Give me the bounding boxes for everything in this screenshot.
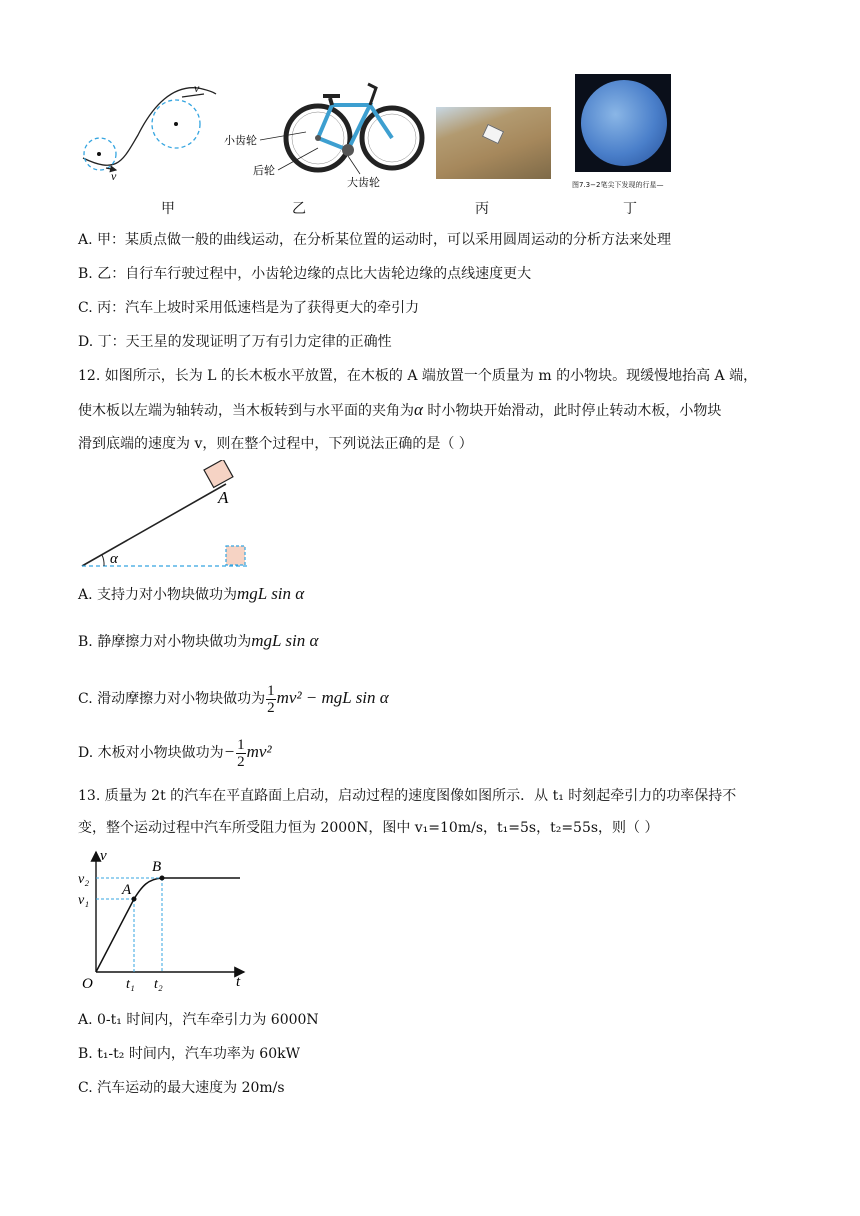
- q12-option-b: B. 静摩擦力对小物块做功为mgL sin α: [78, 631, 319, 650]
- graph-t2-label: t₂: [154, 977, 163, 992]
- caption-ding: 丁: [623, 201, 637, 217]
- q13-stem-line2: 变，整个运动过程中汽车所受阻力恒为 2000N，图中 v₁=10m/s，t₁=5s，t₂=55s，则（ ）: [78, 820, 659, 836]
- figure-jia: [78, 80, 218, 190]
- graph-point-b-label: B: [152, 859, 162, 875]
- ding-caption: 图7.3−2笔尖下发现的行星—: [572, 181, 664, 189]
- graph-point-a-label: A: [122, 882, 132, 898]
- label-rear-wheel: 后轮: [253, 165, 275, 177]
- q11-option-b: B. 乙：自行车行驶过程中，小齿轮边缘的点比大齿轮边缘的点线速度更大: [78, 266, 532, 282]
- q11-option-d: D. 丁：天王星的发现证明了万有引力定律的正确性: [78, 334, 392, 350]
- q12-alpha: α: [414, 400, 423, 419]
- q13-option-a: A. 0-t₁ 时间内，汽车牵引力为 6000N: [78, 1012, 319, 1028]
- label-small-gear: 小齿轮: [224, 135, 257, 147]
- graph-v2-label: v₂: [78, 872, 90, 887]
- figure-bing-photo: [436, 107, 551, 179]
- graph-t1-label: t₁: [126, 977, 135, 992]
- q13-option-c: C. 汽车运动的最大速度为 20m/s: [78, 1080, 285, 1096]
- q12-option-b-formula: mgL sin α: [251, 631, 319, 650]
- q12-option-c-fraction: $\frac{1}{2}$: [267, 682, 275, 716]
- q12-line2-b: 时小物块开始滑动，此时停止转动木板，小物块: [422, 403, 722, 419]
- graph-y-axis-label: v: [100, 848, 107, 864]
- q12-option-a-formula: mgL sin α: [237, 584, 305, 603]
- q13-stem-line1: 13. 质量为 2t 的汽车在平直路面上启动，启动过程的速度图像如图所示．从 t₁ 时刻起牵引力的功率保持不: [78, 788, 737, 804]
- figure-ding-planet: [575, 74, 671, 172]
- q12-angle-label: α: [110, 551, 118, 567]
- q12-option-c-formula: mv² − mgL sin α: [276, 688, 389, 707]
- caption-bing: 丙: [475, 201, 489, 217]
- q12-option-d: D. 木板对小物块做功为− $\frac{1}{2}$ mv²: [78, 736, 272, 770]
- q12-point-a-label: A: [218, 488, 229, 507]
- q12-incline-figure: [78, 460, 278, 575]
- jia-v-top: v: [194, 81, 200, 95]
- graph-x-axis-label: t: [236, 974, 241, 990]
- figure-yi-bicycle: [220, 70, 430, 195]
- q12-option-d-fraction: $\frac{1}{2}$: [237, 736, 245, 770]
- caption-yi: 乙: [292, 201, 306, 217]
- q11-option-c: C. 丙：汽车上坡时采用低速档是为了获得更大的牵引力: [78, 300, 420, 316]
- q13-velocity-time-graph: [78, 846, 258, 996]
- q12-stem-line1: 12. 如图所示，长为 L 的长木板水平放置，在木板的 A 端放置一个质量为 m 的小物块。现缓慢地抬高 A 端，: [78, 368, 758, 384]
- q12-stem-line2: [78, 400, 721, 421]
- q13-option-b: B. t₁-t₂ 时间内，汽车功率为 60kW: [78, 1046, 300, 1062]
- q12-line2-a: 使木板以左端为轴转动，当木板转到与水平面的夹角为: [78, 403, 414, 419]
- q12-option-a: A. 支持力对小物块做功为mgL sin α: [78, 584, 305, 603]
- graph-v1-label: v₁: [78, 893, 90, 908]
- q12-option-d-formula: mv²: [246, 742, 272, 761]
- caption-jia: 甲: [161, 201, 175, 217]
- graph-origin-label: O: [82, 976, 93, 992]
- jia-v-bottom: v: [111, 169, 117, 183]
- q12-option-c: C. 滑动摩擦力对小物块做功为 $\frac{1}{2}$ mv² − mgL sin α: [78, 682, 389, 716]
- label-big-gear: 大齿轮: [347, 177, 380, 189]
- q12-stem-line3: 滑到底端的速度为 v，则在整个过程中，下列说法正确的是（ ）: [78, 436, 473, 452]
- q11-option-a: A. 甲：某质点做一般的曲线运动，在分析某位置的运动时，可以采用圆周运动的分析方法来处理: [78, 232, 672, 248]
